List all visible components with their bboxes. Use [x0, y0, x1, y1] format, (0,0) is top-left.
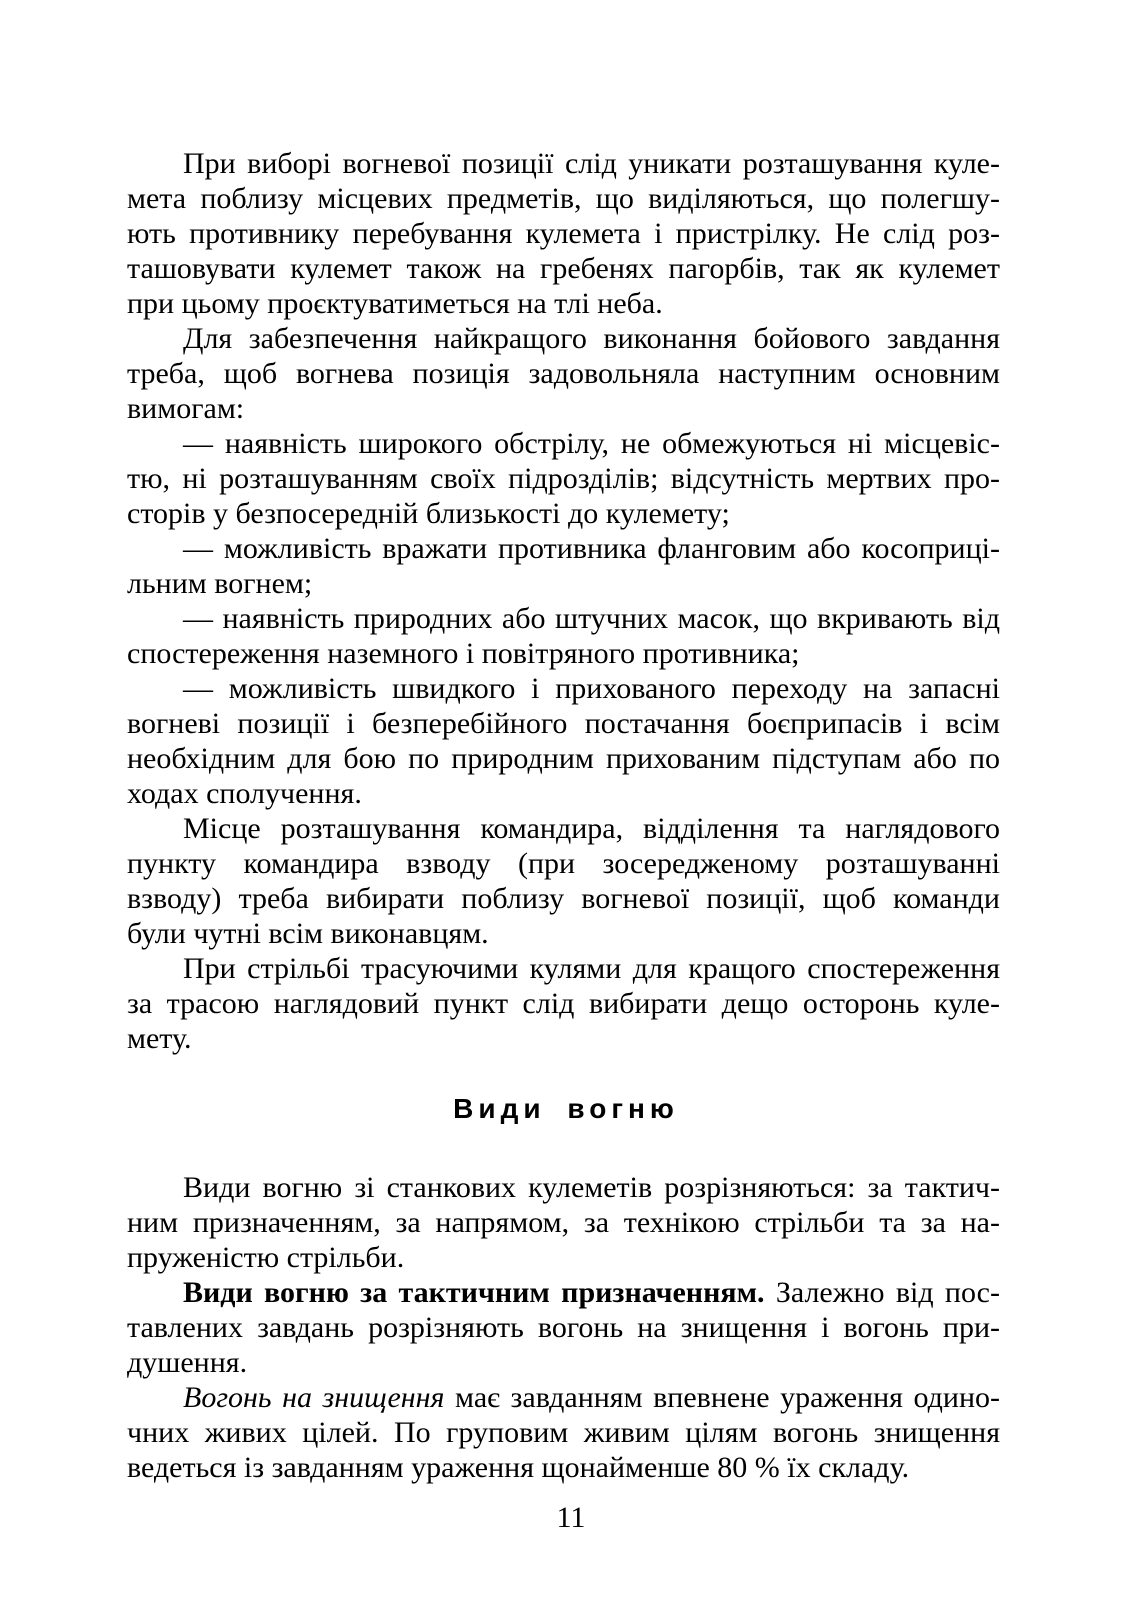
text-run: пруженістю стрільби. [127, 1241, 405, 1274]
text-run: При стрільбі трасуючими кулями для кращого спостереження [183, 952, 1000, 985]
paragraph [127, 1170, 1000, 1275]
text-line [127, 741, 1000, 776]
text-line [127, 321, 1000, 356]
text-line [127, 286, 1000, 321]
text-line [127, 1380, 1000, 1415]
text-line [127, 811, 1000, 846]
text-run: чних живих цілей. По груповим живим цілям вогонь знищення [127, 1416, 1000, 1449]
text-line [127, 426, 1000, 461]
text-run: Види вогню зі станкових кулеметів розрізняються: за тактич- [183, 1171, 1000, 1204]
text-line [127, 566, 1000, 601]
text-run: ють противнику перебування кулемета і пристрілку. Не слід роз- [127, 217, 1000, 250]
text-line [127, 881, 1000, 916]
text-run: мета поблизу місцевих предметів, що виділяються, що полегшу- [127, 182, 1000, 215]
text-run: — можливість швидкого і прихованого переходу на запасні [183, 672, 1000, 705]
paragraph [127, 601, 1000, 671]
text-line [127, 1170, 1000, 1205]
paragraph [127, 531, 1000, 601]
text-line [127, 951, 1000, 986]
text-line [127, 461, 1000, 496]
paragraph [127, 1380, 1000, 1485]
page-number: 11 [556, 1501, 586, 1534]
text-run: — наявність природних або штучних масок, що вкривають від [183, 602, 1000, 635]
text-line [127, 776, 1000, 811]
text-run: тю, ні розташуванням своїх підрозділів; відсутність мертвих про- [127, 462, 1000, 495]
text-line [127, 496, 1000, 531]
text-line [127, 671, 1000, 706]
paragraph [127, 426, 1000, 531]
text-run: ведеться із завданням ураження щонайменше 80 % їх складу. [127, 1451, 910, 1484]
text-run: пункту командира взводу (при зосередженому розташуванні [127, 847, 1000, 880]
text-line [127, 706, 1000, 741]
text-run: ташовувати кулемет також на гребенях пагорбів, так як кулемет [127, 252, 1000, 285]
section-heading: Види вогню [453, 1093, 679, 1124]
text-line [127, 181, 1000, 216]
text-line [127, 1275, 1000, 1310]
text-line [127, 1240, 1000, 1275]
text-run: При виборі вогневої позиції слід уникати розташування куле- [183, 147, 1000, 180]
text-run: Вогонь на знищення [183, 1381, 445, 1414]
text-line [127, 1310, 1000, 1345]
text-run: Для забезпечення найкращого виконання бойового завдання [183, 322, 1000, 355]
text-run: сторів у безпосередній близькості до кулемету; [127, 497, 730, 530]
text-line [127, 216, 1000, 251]
text-line [127, 1205, 1000, 1240]
text-run: ним призначенням, за напрямом, за технікою стрільби та за на- [127, 1206, 1000, 1239]
text-run: має завданням впевнене ураження одино- [444, 1381, 1000, 1414]
text-run: за трасою наглядовий пункт слід вибирати дещо осторонь куле- [127, 987, 1000, 1020]
text-line [127, 391, 1000, 426]
paragraph [127, 146, 1000, 321]
text-run: Місце розташування командира, відділення та наглядового [183, 812, 1000, 845]
text-line [127, 356, 1000, 391]
text-line [127, 1345, 1000, 1380]
text-run: необхідним для бою по природним прихованим підступам або по [127, 742, 1000, 775]
text-run: були чутні всім виконавцям. [127, 917, 489, 950]
text-run: — наявність широкого обстрілу, не обмежуються ні місцевіс- [183, 427, 1000, 460]
text-run: тавлених завдань розрізняють вогонь на знищення і вогонь при- [127, 1311, 1000, 1344]
paragraph [127, 671, 1000, 811]
text-run: вогневі позиції і безперебійного постачання боєприпасів і всім [127, 707, 1000, 740]
paragraph [127, 951, 1000, 1056]
text-run: — можливість вражати противника фланговим або косоприці- [183, 532, 1000, 565]
text-run: при цьому проєктуватиметься на тлі неба. [127, 287, 663, 320]
text-run: мету. [127, 1022, 192, 1055]
text-run: взводу) треба вибирати поблизу вогневої позиції, щоб команди [127, 882, 1000, 915]
text-line [127, 1021, 1000, 1056]
text-line [127, 1450, 1000, 1485]
text-run: треба, щоб вогнева позиція задовольняла наступним основним [127, 357, 1000, 390]
paragraph [127, 1275, 1000, 1380]
text-line [127, 1415, 1000, 1450]
text-run: спостереження наземного і повітряного противника; [127, 637, 800, 670]
text-line [127, 986, 1000, 1021]
text-run: Залежно від пос- [764, 1276, 1000, 1309]
text-run: льним вогнем; [127, 567, 313, 600]
text-run: ходах сполучення. [127, 777, 362, 810]
paragraph [127, 811, 1000, 951]
text-line [127, 601, 1000, 636]
text-line [127, 251, 1000, 286]
page-body [127, 146, 1000, 1485]
text-line [127, 636, 1000, 671]
text-run: Види вогню за тактичним призначенням. [183, 1276, 765, 1309]
text-run: душення. [127, 1346, 248, 1379]
text-line [127, 146, 1000, 181]
text-run: вимогам: [127, 392, 245, 425]
paragraph [127, 321, 1000, 426]
text-line [127, 846, 1000, 881]
text-line [127, 531, 1000, 566]
text-line [127, 916, 1000, 951]
